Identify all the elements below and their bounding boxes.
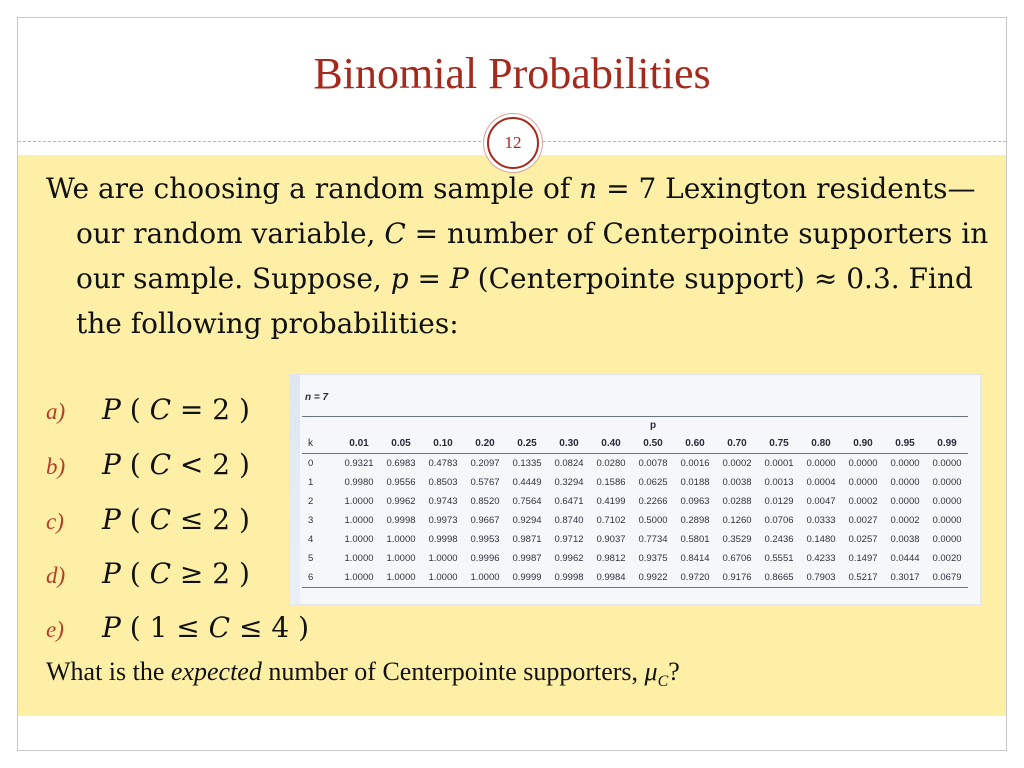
item-rest: ≤ 2 ) bbox=[171, 503, 250, 536]
item-rest: < 2 ) bbox=[171, 448, 250, 481]
table-cell: 0.9321 bbox=[344, 458, 374, 469]
table-cell: 0.4199 bbox=[596, 496, 626, 507]
item-open: ( bbox=[120, 393, 150, 426]
table-cell: 0.0000 bbox=[848, 477, 878, 488]
table-cell: 0.9667 bbox=[470, 515, 500, 526]
table-column-header-row bbox=[302, 434, 968, 454]
item-P: P bbox=[102, 611, 121, 644]
item-C: C bbox=[149, 393, 172, 426]
table-row bbox=[302, 530, 968, 549]
table-cell: 0.0038 bbox=[722, 477, 752, 488]
table-cell: 0.9962 bbox=[554, 553, 584, 564]
table-cell: 0.9996 bbox=[470, 553, 500, 564]
table-cell: 0.3294 bbox=[554, 477, 584, 488]
table-cell: 0.0288 bbox=[722, 496, 752, 507]
table-body bbox=[302, 454, 968, 588]
table-n-label: n = 7 bbox=[305, 392, 329, 403]
table-p-header: 0.40 bbox=[590, 434, 632, 454]
table-cell: 0.2266 bbox=[638, 496, 668, 507]
table-row bbox=[302, 568, 968, 588]
table-p-header: 0.99 bbox=[926, 434, 968, 454]
table-cell: 0.4783 bbox=[428, 458, 458, 469]
table-k-cell: 4 bbox=[308, 534, 314, 545]
table-cell: 0.1480 bbox=[806, 534, 836, 545]
table-p-header: 0.75 bbox=[758, 434, 800, 454]
table-cell: 0.9998 bbox=[428, 534, 458, 545]
binomial-table bbox=[302, 416, 968, 588]
item-P: P bbox=[102, 557, 121, 590]
intro-var-P: P bbox=[449, 262, 469, 295]
table-cell: 0.0333 bbox=[806, 515, 836, 526]
table-cell: 0.9998 bbox=[548, 568, 590, 588]
table-cell: 1.0000 bbox=[344, 515, 374, 526]
slide-title: Binomial Probabilities bbox=[313, 49, 711, 98]
intro-var-c: C bbox=[384, 217, 406, 250]
table-row bbox=[302, 511, 968, 530]
table-p-header: 0.20 bbox=[464, 434, 506, 454]
table-cell: 0.9998 bbox=[386, 515, 416, 526]
table-cell: 0.0020 bbox=[932, 553, 962, 564]
list-item-c bbox=[46, 503, 250, 547]
table-cell: 0.1497 bbox=[848, 553, 878, 564]
table-cell: 0.0679 bbox=[926, 568, 968, 588]
intro-text-4: = bbox=[408, 262, 450, 295]
table-cell: 0.6471 bbox=[554, 496, 584, 507]
table-cell: 0.8520 bbox=[470, 496, 500, 507]
table-cell: 0.0257 bbox=[848, 534, 878, 545]
item-open: ( bbox=[120, 448, 150, 481]
table-cell: 0.0000 bbox=[806, 458, 836, 469]
table-cell: 0.0000 bbox=[890, 477, 920, 488]
table-cell: 1.0000 bbox=[338, 568, 380, 588]
table-cell: 0.0078 bbox=[638, 458, 668, 469]
table-cell: 0.9987 bbox=[512, 553, 542, 564]
table-cell: 0.9980 bbox=[344, 477, 374, 488]
table-cell: 0.8503 bbox=[428, 477, 458, 488]
table-p-header: 0.50 bbox=[632, 434, 674, 454]
item-expression bbox=[102, 611, 309, 644]
table-cell: 0.0016 bbox=[680, 458, 710, 469]
table-cell: 0.3529 bbox=[722, 534, 752, 545]
table-cell: 0.9999 bbox=[506, 568, 548, 588]
table-cell: 0.4449 bbox=[512, 477, 542, 488]
table-cell: 0.0000 bbox=[932, 515, 962, 526]
table-cell: 0.6706 bbox=[722, 553, 752, 564]
table-k-cell: 6 bbox=[302, 568, 338, 588]
table-cell: 0.9294 bbox=[512, 515, 542, 526]
item-P: P bbox=[102, 503, 121, 536]
table-cell: 0.7564 bbox=[512, 496, 542, 507]
table-cell: 0.9720 bbox=[674, 568, 716, 588]
expected-value-question bbox=[46, 657, 680, 691]
table-cell: 0.3017 bbox=[884, 568, 926, 588]
item-letter: d) bbox=[46, 563, 66, 588]
table-cell: 0.1586 bbox=[596, 477, 626, 488]
page-number-badge bbox=[487, 117, 539, 169]
table-k-cell: 5 bbox=[308, 553, 314, 564]
table-cell: 0.0963 bbox=[680, 496, 710, 507]
table-cell: 0.2436 bbox=[764, 534, 794, 545]
table-cell: 0.5801 bbox=[680, 534, 710, 545]
table-cell: 0.0002 bbox=[722, 458, 752, 469]
intro-paragraph bbox=[46, 166, 1006, 346]
item-C: C bbox=[149, 503, 172, 536]
table-k-cell: 0 bbox=[308, 458, 314, 469]
table-k-label: k bbox=[302, 434, 338, 454]
table-edge-stripe bbox=[290, 375, 300, 604]
table-p-header: 0.80 bbox=[800, 434, 842, 454]
item-expression bbox=[102, 393, 250, 426]
table-cell: 0.6983 bbox=[386, 458, 416, 469]
table-p-header: 0.90 bbox=[842, 434, 884, 454]
item-letter: a) bbox=[46, 399, 66, 424]
table-p-header: 0.30 bbox=[548, 434, 590, 454]
table-cell: 0.0002 bbox=[890, 515, 920, 526]
table-cell: 0.0129 bbox=[764, 496, 794, 507]
table-k-cell: 2 bbox=[308, 496, 314, 507]
table-p-header: 0.60 bbox=[674, 434, 716, 454]
list-item-d bbox=[46, 557, 250, 601]
table-cell: 0.9556 bbox=[386, 477, 416, 488]
question-text-1: What is the bbox=[46, 657, 171, 686]
table-cell: 0.0047 bbox=[806, 496, 836, 507]
table-cell: 0.0013 bbox=[764, 477, 794, 488]
table-cell: 0.8414 bbox=[680, 553, 710, 564]
item-letter: e) bbox=[46, 617, 64, 642]
table-cell: 0.2097 bbox=[470, 458, 500, 469]
table-cell: 0.7102 bbox=[596, 515, 626, 526]
item-rest: = 2 ) bbox=[171, 393, 250, 426]
table-cell: 0.9812 bbox=[596, 553, 626, 564]
table-cell: 0.9743 bbox=[428, 496, 458, 507]
item-open: ( bbox=[120, 503, 150, 536]
intro-text-3: = number of Centerpointe supporters in our sample. Suppose, bbox=[76, 217, 989, 295]
intro-var-p: p bbox=[390, 262, 409, 295]
table-cell: 1.0000 bbox=[386, 534, 416, 545]
table-cell: 0.0027 bbox=[848, 515, 878, 526]
table-cell: 0.9984 bbox=[590, 568, 632, 588]
table-p-header: 0.10 bbox=[422, 434, 464, 454]
table-cell: 0.5767 bbox=[470, 477, 500, 488]
mu-symbol: μ bbox=[644, 657, 658, 686]
table-cell: 0.8740 bbox=[554, 515, 584, 526]
table-cell: 0.9922 bbox=[632, 568, 674, 588]
table-cell: 0.8665 bbox=[758, 568, 800, 588]
table-k-cell: 1 bbox=[308, 477, 314, 488]
table-cell: 0.9037 bbox=[596, 534, 626, 545]
table-cell: 0.5551 bbox=[764, 553, 794, 564]
table-cell: 0.0004 bbox=[806, 477, 836, 488]
table-cell: 1.0000 bbox=[344, 496, 374, 507]
table-cell: 0.0280 bbox=[596, 458, 626, 469]
table-k-cell: 3 bbox=[308, 515, 314, 526]
table-cell: 0.9176 bbox=[716, 568, 758, 588]
item-C: C bbox=[149, 557, 172, 590]
item-open: ( bbox=[120, 557, 150, 590]
mu-subscript: C bbox=[657, 673, 669, 691]
table-cell: 0.9962 bbox=[386, 496, 416, 507]
item-expression bbox=[102, 448, 250, 481]
table-cell: 0.1335 bbox=[512, 458, 542, 469]
table-cell: 0.7734 bbox=[638, 534, 668, 545]
table-cell: 0.5217 bbox=[842, 568, 884, 588]
item-letter: b) bbox=[46, 454, 66, 479]
table-cell: 0.9973 bbox=[428, 515, 458, 526]
table-cell: 0.4233 bbox=[806, 553, 836, 564]
table-cell: 0.7903 bbox=[800, 568, 842, 588]
list-item-a bbox=[46, 393, 250, 437]
table-p-header: 0.95 bbox=[884, 434, 926, 454]
table-cell: 1.0000 bbox=[344, 534, 374, 545]
table-cell: 0.0002 bbox=[848, 496, 878, 507]
table-cell: 0.0625 bbox=[638, 477, 668, 488]
table-p-header: 0.70 bbox=[716, 434, 758, 454]
item-C: C bbox=[208, 611, 231, 644]
intro-text-2: = 7 Lexington residents—our random variable, bbox=[76, 172, 976, 250]
table-cell: 0.0000 bbox=[932, 534, 962, 545]
intro-text-1: We are choosing a random sample of bbox=[46, 172, 580, 205]
table-cell: 1.0000 bbox=[380, 568, 422, 588]
item-letter: c) bbox=[46, 509, 64, 534]
table-cell: 0.0000 bbox=[932, 458, 962, 469]
intro-var-n: n bbox=[579, 172, 598, 205]
table-cell: 0.9712 bbox=[554, 534, 584, 545]
table-p-header-row bbox=[302, 417, 968, 435]
table-cell: 0.0000 bbox=[890, 458, 920, 469]
question-text-3: ? bbox=[668, 657, 680, 686]
page-number: 12 bbox=[504, 133, 522, 152]
table-p-header: 0.01 bbox=[338, 434, 380, 454]
table-cell: 0.0824 bbox=[554, 458, 584, 469]
table-cell: 0.0001 bbox=[764, 458, 794, 469]
question-text-2: number of Centerpointe supporters, bbox=[261, 657, 645, 686]
item-C: C bbox=[149, 448, 172, 481]
item-P: P bbox=[102, 393, 121, 426]
table-cell: 1.0000 bbox=[422, 568, 464, 588]
table-cell: 0.9375 bbox=[638, 553, 668, 564]
table-cell: 1.0000 bbox=[428, 553, 458, 564]
table-cell: 0.5000 bbox=[638, 515, 668, 526]
table-row bbox=[302, 492, 968, 511]
binomial-table-image bbox=[290, 375, 980, 604]
table-row bbox=[302, 454, 968, 474]
table-cell: 0.0444 bbox=[890, 553, 920, 564]
table-cell: 0.0000 bbox=[932, 477, 962, 488]
item-expression bbox=[102, 557, 250, 590]
item-expression bbox=[102, 503, 250, 536]
item-rest: ≤ 4 ) bbox=[230, 611, 309, 644]
table-p-header: 0.25 bbox=[506, 434, 548, 454]
item-pre: ( 1 ≤ bbox=[120, 611, 209, 644]
table-cell: 1.0000 bbox=[386, 553, 416, 564]
table-cell: 0.0000 bbox=[932, 496, 962, 507]
table-cell: 0.2898 bbox=[680, 515, 710, 526]
item-rest: ≥ 2 ) bbox=[171, 557, 250, 590]
table-cell: 0.9953 bbox=[470, 534, 500, 545]
table-cell: 0.0000 bbox=[890, 496, 920, 507]
table-row bbox=[302, 473, 968, 492]
table-cell: 1.0000 bbox=[464, 568, 506, 588]
table-p-label: p bbox=[338, 417, 968, 435]
table-row bbox=[302, 549, 968, 568]
intro-text-5: (Centerpointe support) ≈ 0.3. Find the following probabilities: bbox=[76, 262, 973, 340]
item-P: P bbox=[102, 448, 121, 481]
table-cell: 0.1260 bbox=[722, 515, 752, 526]
table-cell: 0.0188 bbox=[680, 477, 710, 488]
table-cell: 0.0706 bbox=[764, 515, 794, 526]
table-cell: 0.0038 bbox=[890, 534, 920, 545]
question-emphasis: expected bbox=[170, 657, 262, 686]
table-cell: 1.0000 bbox=[344, 553, 374, 564]
table-cell: 0.9871 bbox=[512, 534, 542, 545]
list-item-e bbox=[46, 611, 309, 655]
table-p-header: 0.05 bbox=[380, 434, 422, 454]
table-cell: 0.0000 bbox=[848, 458, 878, 469]
list-item-b bbox=[46, 448, 250, 492]
